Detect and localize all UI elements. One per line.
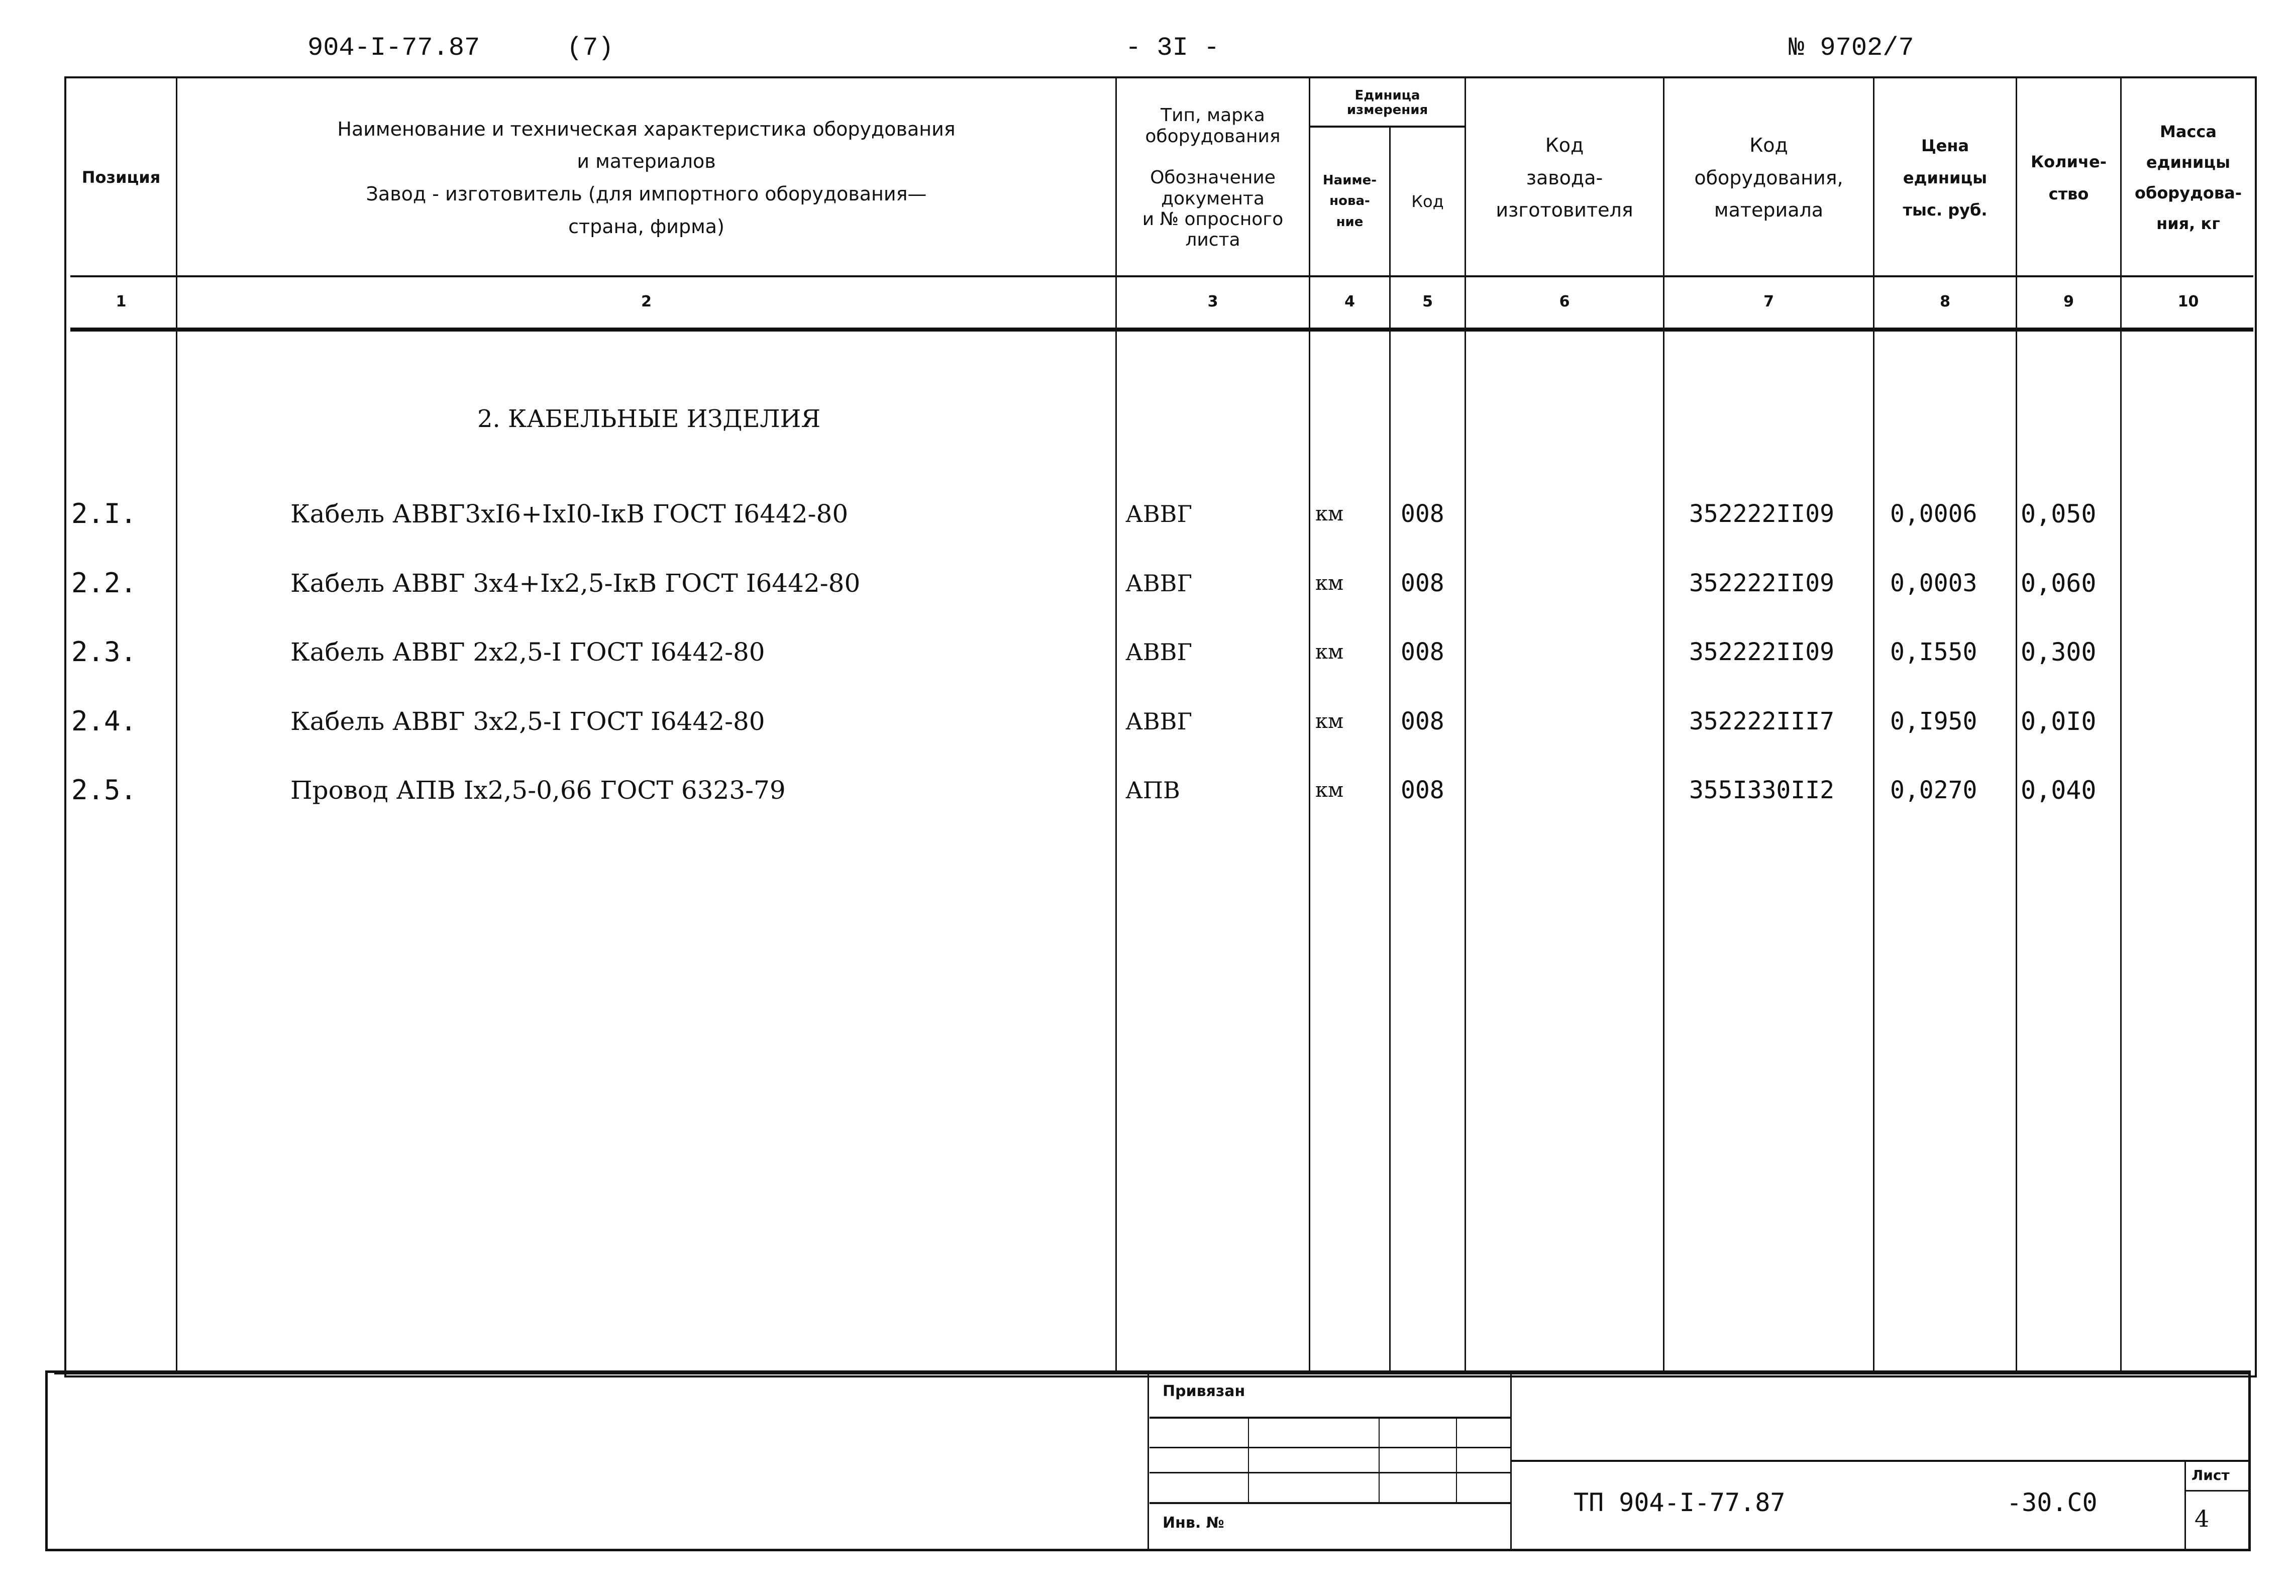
row-name: Кабель АВВГ 3х2,5-I ГОСТ I6442-80 [290,707,765,736]
row-material-code: 355I330II2 [1689,776,1834,804]
row-type: АВВГ [1125,708,1192,735]
col-header-factory-code: Код завода- изготовителя [1496,134,1633,222]
col-number-5: 5 [1422,292,1433,310]
row-unit: км [1315,572,1344,595]
row-type: АПВ [1125,777,1180,804]
row-qty: 0,040 [2021,776,2097,805]
stamp-inv-label: Инв. № [1163,1514,1224,1532]
col-header-position: Позиция [81,168,161,187]
row-unit-code: 008 [1401,776,1444,804]
row-position: 2.3. [71,636,137,668]
row-type: АВВГ [1125,570,1192,597]
row-unit-code: 008 [1401,707,1444,735]
row-position: 2.4. [71,705,137,737]
col-header-material-code: Код оборудования, материала [1694,134,1843,222]
stamp-grid-v2 [1379,1417,1380,1502]
project-suffix: -30.C0 [2007,1488,2098,1517]
col-header-type: Тип, марка оборудования Обозначение документа и № опросного листа [1142,105,1284,251]
col-header-name: Наименование и техническая характеристика оборудования и материалов Завод - изготовитель (для импортного оборудования— страна, фирма) [337,118,956,238]
doc-part: (7) [567,33,614,63]
row-type: АВВГ [1125,639,1192,666]
row-unit: км [1315,502,1344,525]
row-qty: 0,0I0 [2021,707,2097,736]
row-position: 2.2. [71,567,137,599]
page-number: - 3I - [1125,33,1220,63]
row-price: 0,I550 [1890,638,1977,666]
header-divider [70,275,2253,277]
row-material-code: 352222II09 [1689,500,1834,528]
section-title: 2. КАБЕЛЬНЫЕ ИЗДЕЛИЯ [477,405,821,433]
sheet-divider [2184,1460,2186,1551]
titleblock-top [1510,1460,2251,1462]
stamp-bound-label: Привязан [1163,1382,1245,1400]
col-header-unit-code: Код [1411,191,1444,211]
col-header-qty: Количе- ство [2031,152,2107,203]
sheet-number: 4 [2195,1505,2210,1532]
row-price: 0,I950 [1890,707,1977,735]
col-number-9: 9 [2063,292,2074,310]
row-unit: км [1315,710,1344,733]
row-name: Кабель АВВГ 3х4+Iх2,5-IкВ ГОСТ I6442-80 [290,569,861,598]
row-name: Провод АПВ Iх2,5-0,66 ГОСТ 6323-79 [290,776,786,805]
row-name: Кабель АВВГ 2х2,5-I ГОСТ I6442-80 [290,637,765,667]
row-position: 2.I. [71,498,137,529]
stamp-grid-v1 [1248,1417,1249,1502]
col-header-unit-name: Наиме- нова- ние [1322,172,1377,230]
row-material-code: 352222III7 [1689,707,1834,735]
row-unit-code: 008 [1401,638,1444,666]
row-unit: км [1315,641,1344,664]
header-number-divider [70,328,2253,332]
project-code: ТП 904-I-77.87 [1574,1488,1786,1517]
row-unit: км [1315,779,1344,802]
row-price: 0,0006 [1890,500,1977,528]
row-position: 2.5. [71,774,137,806]
col-number-6: 6 [1559,292,1570,310]
row-price: 0,0270 [1890,776,1977,804]
row-unit-code: 008 [1401,569,1444,597]
col-number-3: 3 [1207,292,1218,310]
col-number-8: 8 [1940,292,1950,310]
row-price: 0,0003 [1890,569,1977,597]
sheet-label: Лист [2191,1467,2230,1483]
row-material-code: 352222II09 [1689,638,1834,666]
stamp-divider-left [1147,1370,1149,1551]
col-number-1: 1 [116,292,127,310]
row-unit-code: 008 [1401,500,1444,528]
col-header-mass: Масса единицы оборудова- ния, кг [2134,122,2242,233]
unit-group-header: Единица измерения [1346,88,1428,118]
col-number-2: 2 [641,292,652,310]
archive-number: № 9702/7 [1789,33,1914,63]
doc-code: 904-I-77.87 [307,33,480,63]
row-material-code: 352222II09 [1689,569,1834,597]
col-header-price: Цена единицы тыс. руб. [1903,136,1988,220]
col-number-10: 10 [2177,292,2199,310]
col-number-7: 7 [1763,292,1774,310]
row-name: Кабель АВВГ3хI6+IхI0-IкВ ГОСТ I6442-80 [290,499,849,528]
row-qty: 0,300 [2021,637,2097,667]
row-qty: 0,060 [2021,569,2097,598]
row-qty: 0,050 [2021,499,2097,528]
sheet-label-rule [2184,1490,2251,1492]
stamp-bound-line-4 [1150,1502,1510,1504]
stamp-grid-v3 [1456,1417,1457,1502]
row-type: АВВГ [1125,500,1192,527]
col-number-4: 4 [1344,292,1355,310]
